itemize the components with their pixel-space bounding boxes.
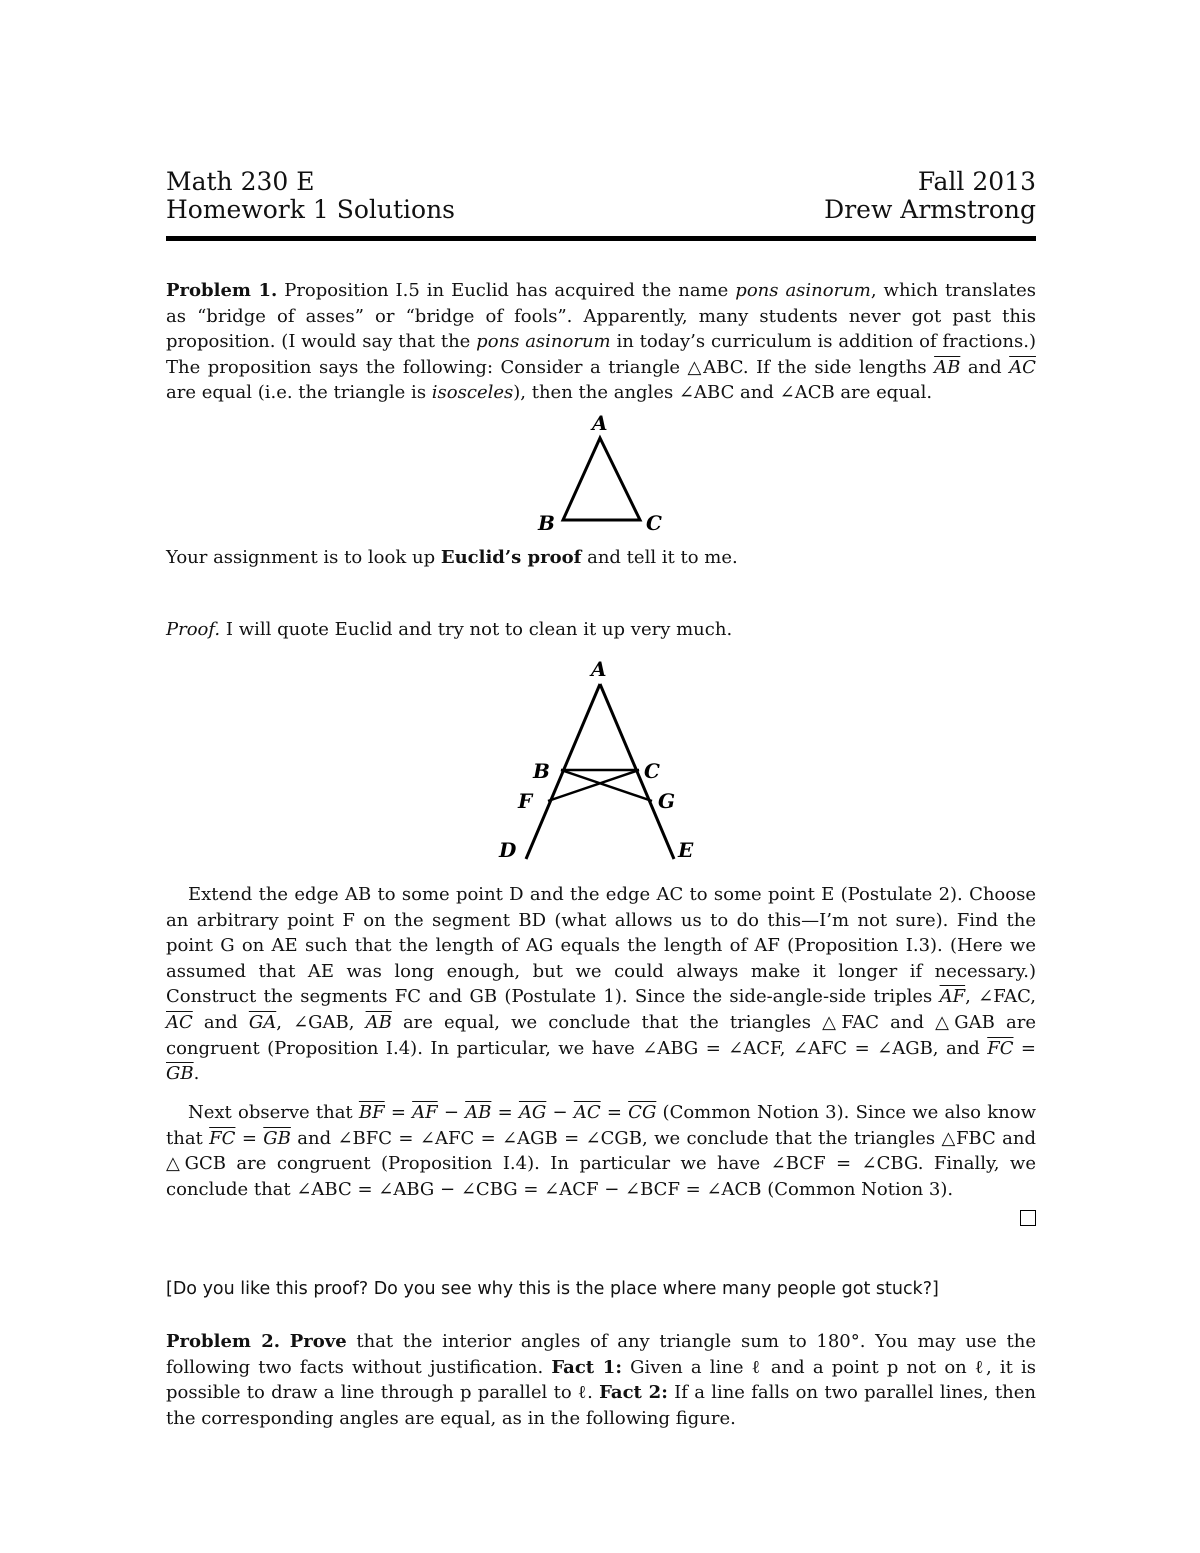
label-b: B (533, 759, 550, 783)
triangle-abc (563, 438, 640, 520)
label-d: D (499, 838, 517, 862)
problem1-statement: Problem 1. Proposition I.5 in Euclid has acquired the name pons asinorum, which translates as “bridge of asses” or “bridge of fools”. Apparently, many students never got past this proposition. (I would say that the pons asinorum in today’s curriculum is addition of fractions.) The proposition says the following: Consider a triangle △ABC. If the side lengths $\overline{AB}$ and $\overline{AC}$ are equal (i.e. the triangle is isosceles), then the angles ∠ABC and ∠ACB are equal. (166, 280, 1036, 404)
proof-label: Proof. (166, 619, 221, 640)
figure-isosceles-triangle (530, 410, 680, 540)
comment: [Do you like this proof? Do you see why this is the place where many people got stuck?] (166, 1279, 939, 1299)
homework-title: Homework 1 Solutions (166, 195, 456, 224)
author: Drew Armstrong (824, 195, 1036, 224)
problem2-label: Problem 2. (166, 1331, 280, 1352)
figure-proof-construction (496, 656, 716, 871)
label-c: C (644, 759, 660, 783)
label-b: B (538, 511, 555, 535)
header-rule (166, 236, 1036, 241)
proof-intro: Proof. I will quote Euclid and try not to clean it up very much. (166, 619, 733, 640)
proof-paragraph-2: Next observe that $\overline{BF} = \overline{AF} - \overline{AB} = \overline{AG} - \overline{AC} = \overline{CG}$ (Common Notion 3). Since we also know that $\overline{FC} = \overline{GB}$ and ∠BFC = ∠AFC = ∠AGB = ∠CGB, we conclude that the triangles △FBC and △GCB are congruent (Proposition I.4). In particular we have ∠BCF = ∠CBG. Finally, we conclude that ∠ABC = ∠ABG − ∠CBG = ∠ACF − ∠BCF = ∠ACB (Common Notion 3). (166, 1102, 1036, 1200)
label-g: G (658, 789, 676, 813)
label-a: A (592, 411, 608, 435)
term: Fall 2013 (917, 167, 1036, 196)
label-e: E (678, 838, 694, 862)
triangle-diagram (530, 410, 680, 540)
label-f: F (518, 789, 533, 813)
problem2-statement: Problem 2. Prove that the interior angles of any triangle sum to 180°. You may use the following two facts without justification. Fact 1: Given a line ℓ and a point p not on ℓ, it is possible to draw a line through p parallel to ℓ. Fact 2: If a line falls on two parallel lines, then the corresponding angles are equal, as in the following figure. (166, 1331, 1036, 1429)
assignment: Your assignment is to look up Euclid’s proof and tell it to me. (166, 547, 738, 568)
qed-box-icon (1020, 1210, 1036, 1226)
problem1-label: Problem 1. (166, 280, 278, 301)
course-title: Math 230 E (166, 167, 315, 196)
construction-diagram (496, 656, 716, 871)
label-c: C (646, 511, 662, 535)
label-a: A (591, 657, 607, 681)
proof-paragraph-1: Extend the edge AB to some point D and the edge AC to some point E (Postulate 2). Choose an arbitrary point F on the segment BD (what allows us to do this—I’m not sure). Find the point G on AE such that the length of AG equals the length of AF (Proposition I.3). (Here we assumed that AE was long enough, but we could always make it longer if necessary.) Construct the segments FC and GB (Postulate 1). Since the side-angle-side triples $\overline{AF}$, ∠FAC, $\overline{AC}$ and $\overline{GA}$, ∠GAB, $\overline{AB}$ are equal, we conclude that the triangles △FAC and △GAB are congruent (Proposition I.4). In particular, we have ∠ABG = ∠ACF, ∠AFC = ∠AGB, and $\overline{FC} = \overline{GB}$. (166, 884, 1036, 1085)
